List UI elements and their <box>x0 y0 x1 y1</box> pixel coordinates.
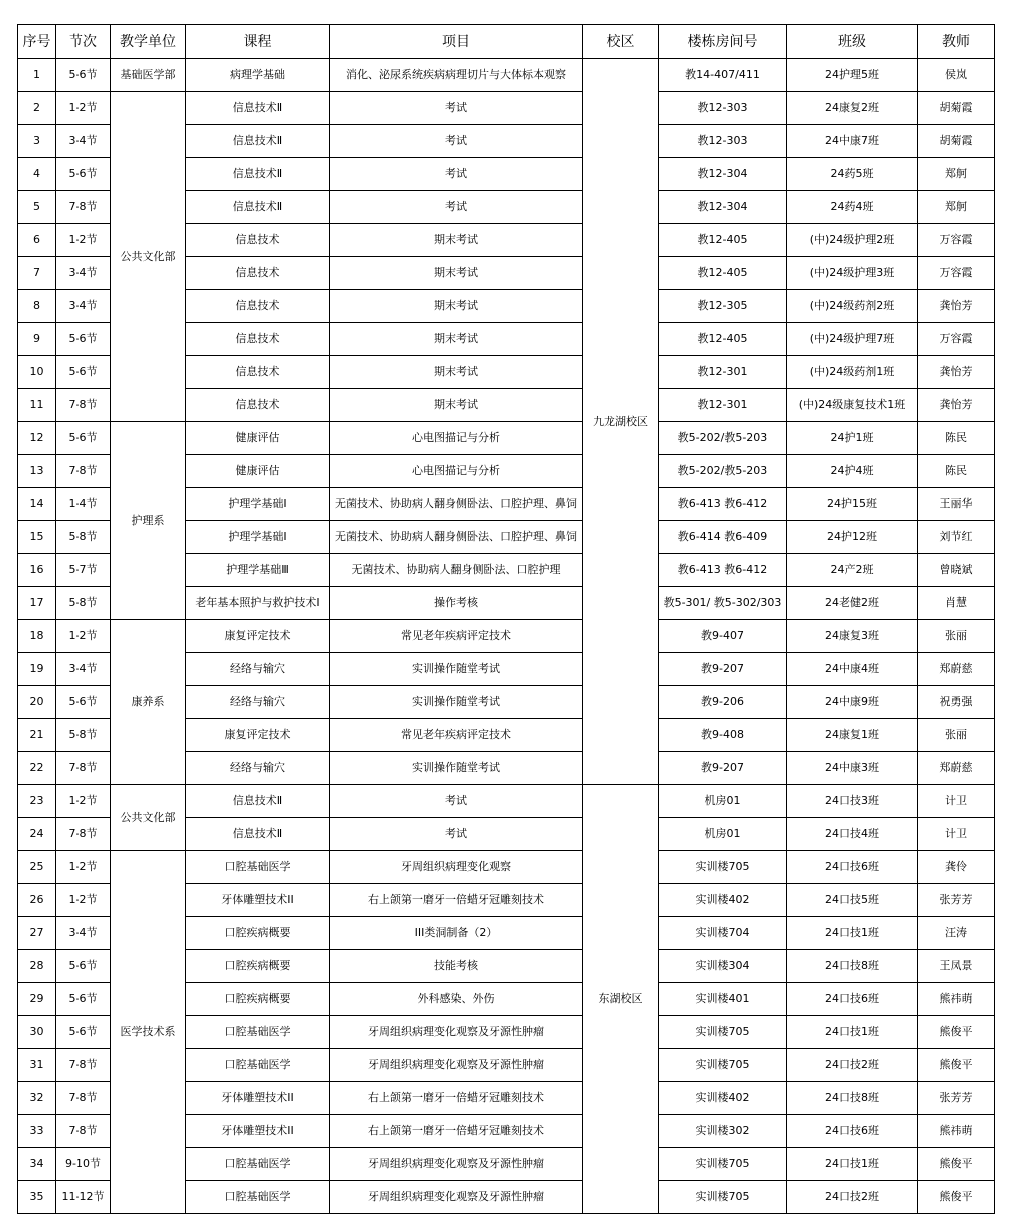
cell-no: 33 <box>18 1115 56 1148</box>
cell-period: 5-8节 <box>56 719 111 752</box>
cell-course: 口腔基础医学 <box>186 851 330 884</box>
cell-course: 经络与输穴 <box>186 752 330 785</box>
cell-room: 教12-405 <box>659 323 787 356</box>
cell-period: 7-8节 <box>56 191 111 224</box>
cell-teacher: 胡菊霞 <box>918 125 995 158</box>
cell-teacher: 王凤景 <box>918 950 995 983</box>
cell-unit: 医学技术系 <box>111 851 186 1214</box>
cell-class: 24口技3班 <box>787 785 918 818</box>
cell-course: 护理学基础Ⅰ <box>186 488 330 521</box>
cell-teacher: 熊俊平 <box>918 1049 995 1082</box>
cell-class: 24中康4班 <box>787 653 918 686</box>
cell-no: 8 <box>18 290 56 323</box>
cell-room: 教9-207 <box>659 752 787 785</box>
cell-class: 24口技1班 <box>787 917 918 950</box>
cell-unit: 基础医学部 <box>111 59 186 92</box>
cell-class: 24护15班 <box>787 488 918 521</box>
cell-period: 5-6节 <box>56 1016 111 1049</box>
cell-item: 无菌技术、协助病人翻身侧卧法、口腔护理、鼻饲 <box>330 488 583 521</box>
cell-room: 教12-304 <box>659 158 787 191</box>
cell-period: 1-2节 <box>56 785 111 818</box>
cell-room: 教9-207 <box>659 653 787 686</box>
cell-teacher: 祝勇强 <box>918 686 995 719</box>
cell-teacher: 张丽 <box>918 620 995 653</box>
cell-no: 21 <box>18 719 56 752</box>
cell-class: 24口技2班 <box>787 1049 918 1082</box>
schedule-table <box>17 24 995 1214</box>
cell-unit: 护理系 <box>111 422 186 620</box>
cell-teacher: 计卫 <box>918 818 995 851</box>
cell-course: 口腔基础医学 <box>186 1181 330 1214</box>
header-teacher: 教师 <box>918 25 995 59</box>
cell-teacher: 万容霞 <box>918 323 995 356</box>
cell-no: 27 <box>18 917 56 950</box>
cell-item: 消化、泌尿系统疾病病理切片与大体标本观察 <box>330 59 583 92</box>
cell-no: 22 <box>18 752 56 785</box>
cell-item: 牙周组织病理变化观察 <box>330 851 583 884</box>
cell-no: 1 <box>18 59 56 92</box>
cell-period: 3-4节 <box>56 917 111 950</box>
cell-teacher: 陈民 <box>918 422 995 455</box>
cell-teacher: 龚怡芳 <box>918 389 995 422</box>
cell-no: 31 <box>18 1049 56 1082</box>
cell-no: 18 <box>18 620 56 653</box>
cell-teacher: 王丽华 <box>918 488 995 521</box>
table-row <box>18 422 995 455</box>
cell-item: 牙周组织病理变化观察及牙源性肿瘤 <box>330 1049 583 1082</box>
cell-item: 实训操作随堂考试 <box>330 686 583 719</box>
header-campus: 校区 <box>583 25 659 59</box>
cell-period: 3-4节 <box>56 257 111 290</box>
cell-no: 23 <box>18 785 56 818</box>
cell-class: 24产2班 <box>787 554 918 587</box>
cell-class: 24护12班 <box>787 521 918 554</box>
cell-item: 右上颌第一磨牙一倍蜡牙冠雕刻技术 <box>330 1115 583 1148</box>
cell-teacher: 张芳芳 <box>918 1082 995 1115</box>
cell-course: 康复评定技术 <box>186 719 330 752</box>
cell-class: 24口技6班 <box>787 851 918 884</box>
cell-class: 24口技5班 <box>787 884 918 917</box>
schedule-body <box>18 59 995 1214</box>
cell-no: 15 <box>18 521 56 554</box>
cell-teacher: 郑舸 <box>918 158 995 191</box>
cell-course: 护理学基础Ⅰ <box>186 521 330 554</box>
cell-period: 7-8节 <box>56 1115 111 1148</box>
cell-teacher: 龚伶 <box>918 851 995 884</box>
cell-room: 机房01 <box>659 785 787 818</box>
cell-course: 口腔基础医学 <box>186 1049 330 1082</box>
cell-room: 教12-305 <box>659 290 787 323</box>
cell-period: 3-4节 <box>56 290 111 323</box>
cell-class: (中)24级护理7班 <box>787 323 918 356</box>
cell-room: 实训楼705 <box>659 1049 787 1082</box>
cell-unit: 公共文化部 <box>111 785 186 851</box>
cell-teacher: 熊俊平 <box>918 1181 995 1214</box>
cell-item: 考试 <box>330 92 583 125</box>
cell-period: 5-8节 <box>56 587 111 620</box>
cell-item: 牙周组织病理变化观察及牙源性肿瘤 <box>330 1148 583 1181</box>
cell-item: 常见老年疾病评定技术 <box>330 620 583 653</box>
cell-room: 教5-202/教5-203 <box>659 422 787 455</box>
cell-course: 口腔基础医学 <box>186 1016 330 1049</box>
cell-item: 心电图描记与分析 <box>330 455 583 488</box>
header-unit: 教学单位 <box>111 25 186 59</box>
cell-teacher: 郑蔚慈 <box>918 653 995 686</box>
cell-period: 5-6节 <box>56 686 111 719</box>
cell-item: 右上颌第一磨牙一倍蜡牙冠雕刻技术 <box>330 884 583 917</box>
cell-course: 信息技术 <box>186 323 330 356</box>
cell-period: 7-8节 <box>56 1049 111 1082</box>
cell-period: 1-2节 <box>56 620 111 653</box>
cell-course: 信息技术 <box>186 290 330 323</box>
cell-teacher: 张丽 <box>918 719 995 752</box>
cell-item: 期末考试 <box>330 323 583 356</box>
cell-unit: 康养系 <box>111 620 186 785</box>
cell-class: 24口技4班 <box>787 818 918 851</box>
cell-course: 信息技术Ⅱ <box>186 125 330 158</box>
cell-no: 30 <box>18 1016 56 1049</box>
cell-course: 病理学基础 <box>186 59 330 92</box>
cell-no: 34 <box>18 1148 56 1181</box>
cell-no: 25 <box>18 851 56 884</box>
cell-class: (中)24级护理3班 <box>787 257 918 290</box>
cell-teacher: 刘节红 <box>918 521 995 554</box>
cell-course: 护理学基础Ⅲ <box>186 554 330 587</box>
cell-room: 教6-413 教6-412 <box>659 488 787 521</box>
cell-teacher: 郑舸 <box>918 191 995 224</box>
cell-teacher: 龚怡芳 <box>918 356 995 389</box>
cell-class: (中)24级护理2班 <box>787 224 918 257</box>
cell-item: 考试 <box>330 785 583 818</box>
cell-period: 1-2节 <box>56 224 111 257</box>
cell-class: 24药5班 <box>787 158 918 191</box>
cell-period: 7-8节 <box>56 752 111 785</box>
cell-teacher: 侯岚 <box>918 59 995 92</box>
cell-room: 实训楼705 <box>659 851 787 884</box>
cell-teacher: 汪涛 <box>918 917 995 950</box>
table-row <box>18 785 995 818</box>
cell-no: 6 <box>18 224 56 257</box>
cell-course: 信息技术Ⅱ <box>186 158 330 191</box>
cell-no: 26 <box>18 884 56 917</box>
header-class: 班级 <box>787 25 918 59</box>
cell-no: 4 <box>18 158 56 191</box>
cell-no: 2 <box>18 92 56 125</box>
cell-room: 实训楼302 <box>659 1115 787 1148</box>
cell-room: 实训楼705 <box>659 1148 787 1181</box>
header-row <box>18 25 995 59</box>
cell-room: 教12-303 <box>659 92 787 125</box>
cell-room: 教6-413 教6-412 <box>659 554 787 587</box>
cell-course: 信息技术 <box>186 224 330 257</box>
cell-item: 外科感染、外伤 <box>330 983 583 1016</box>
cell-period: 7-8节 <box>56 1082 111 1115</box>
cell-course: 牙体雕塑技术II <box>186 1115 330 1148</box>
cell-unit: 公共文化部 <box>111 92 186 422</box>
cell-class: 24口技6班 <box>787 983 918 1016</box>
cell-period: 5-6节 <box>56 983 111 1016</box>
cell-teacher: 龚怡芳 <box>918 290 995 323</box>
cell-class: (中)24级药剂2班 <box>787 290 918 323</box>
cell-room: 实训楼401 <box>659 983 787 1016</box>
cell-room: 教12-301 <box>659 356 787 389</box>
cell-teacher: 计卫 <box>918 785 995 818</box>
cell-no: 9 <box>18 323 56 356</box>
cell-class: 24老健2班 <box>787 587 918 620</box>
cell-room: 教12-405 <box>659 257 787 290</box>
cell-class: 24护1班 <box>787 422 918 455</box>
cell-period: 1-2节 <box>56 92 111 125</box>
cell-period: 11-12节 <box>56 1181 111 1214</box>
header-room: 楼栋房间号 <box>659 25 787 59</box>
cell-no: 32 <box>18 1082 56 1115</box>
table-row <box>18 851 995 884</box>
cell-period: 7-8节 <box>56 455 111 488</box>
cell-period: 5-6节 <box>56 950 111 983</box>
cell-course: 经络与输穴 <box>186 653 330 686</box>
cell-no: 14 <box>18 488 56 521</box>
cell-teacher: 陈民 <box>918 455 995 488</box>
cell-item: 技能考核 <box>330 950 583 983</box>
cell-period: 7-8节 <box>56 818 111 851</box>
cell-room: 机房01 <box>659 818 787 851</box>
cell-item: 考试 <box>330 158 583 191</box>
cell-class: (中)24级药剂1班 <box>787 356 918 389</box>
cell-no: 17 <box>18 587 56 620</box>
table-row <box>18 92 995 125</box>
cell-item: 期末考试 <box>330 290 583 323</box>
header-course: 课程 <box>186 25 330 59</box>
cell-class: 24口技8班 <box>787 1082 918 1115</box>
cell-no: 11 <box>18 389 56 422</box>
cell-course: 口腔疾病概要 <box>186 983 330 1016</box>
cell-period: 5-6节 <box>56 158 111 191</box>
cell-course: 信息技术 <box>186 257 330 290</box>
cell-teacher: 熊祎萌 <box>918 983 995 1016</box>
cell-course: 健康评估 <box>186 422 330 455</box>
cell-period: 1-2节 <box>56 884 111 917</box>
cell-no: 29 <box>18 983 56 1016</box>
cell-period: 5-6节 <box>56 59 111 92</box>
cell-room: 教12-304 <box>659 191 787 224</box>
cell-room: 教12-405 <box>659 224 787 257</box>
cell-course: 信息技术Ⅱ <box>186 92 330 125</box>
cell-no: 28 <box>18 950 56 983</box>
cell-room: 实训楼304 <box>659 950 787 983</box>
cell-item: 期末考试 <box>330 356 583 389</box>
cell-class: 24康复3班 <box>787 620 918 653</box>
cell-period: 5-6节 <box>56 356 111 389</box>
cell-course: 信息技术 <box>186 356 330 389</box>
cell-room: 教9-206 <box>659 686 787 719</box>
cell-campus: 九龙湖校区 <box>583 59 659 785</box>
cell-course: 口腔基础医学 <box>186 1148 330 1181</box>
cell-item: 期末考试 <box>330 257 583 290</box>
cell-class: 24康复2班 <box>787 92 918 125</box>
cell-class: 24口技2班 <box>787 1181 918 1214</box>
table-row <box>18 620 995 653</box>
cell-period: 9-10节 <box>56 1148 111 1181</box>
cell-course: 口腔疾病概要 <box>186 917 330 950</box>
cell-no: 12 <box>18 422 56 455</box>
cell-period: 1-2节 <box>56 851 111 884</box>
cell-no: 10 <box>18 356 56 389</box>
cell-course: 信息技术Ⅱ <box>186 191 330 224</box>
cell-teacher: 熊俊平 <box>918 1016 995 1049</box>
cell-class: 24中康7班 <box>787 125 918 158</box>
cell-teacher: 胡菊霞 <box>918 92 995 125</box>
cell-class: 24口技1班 <box>787 1148 918 1181</box>
cell-period: 5-6节 <box>56 422 111 455</box>
cell-room: 教9-407 <box>659 620 787 653</box>
cell-item: 无菌技术、协助病人翻身侧卧法、口腔护理、鼻饲 <box>330 521 583 554</box>
cell-no: 7 <box>18 257 56 290</box>
cell-course: 牙体雕塑技术II <box>186 884 330 917</box>
cell-class: 24护4班 <box>787 455 918 488</box>
header-period: 节次 <box>56 25 111 59</box>
cell-no: 3 <box>18 125 56 158</box>
cell-teacher: 曾晓斌 <box>918 554 995 587</box>
cell-no: 20 <box>18 686 56 719</box>
cell-class: 24康复1班 <box>787 719 918 752</box>
cell-item: 心电图描记与分析 <box>330 422 583 455</box>
cell-period: 7-8节 <box>56 389 111 422</box>
cell-room: 教12-303 <box>659 125 787 158</box>
cell-item: 实训操作随堂考试 <box>330 752 583 785</box>
cell-course: 经络与输穴 <box>186 686 330 719</box>
cell-period: 3-4节 <box>56 125 111 158</box>
cell-teacher: 郑蔚慈 <box>918 752 995 785</box>
cell-item: 右上颌第一磨牙一倍蜡牙冠雕刻技术 <box>330 1082 583 1115</box>
cell-room: 教6-414 教6-409 <box>659 521 787 554</box>
cell-item: 实训操作随堂考试 <box>330 653 583 686</box>
cell-teacher: 熊俊平 <box>918 1148 995 1181</box>
cell-item: 考试 <box>330 125 583 158</box>
cell-course: 口腔疾病概要 <box>186 950 330 983</box>
cell-campus: 东湖校区 <box>583 785 659 1214</box>
cell-room: 教14-407/411 <box>659 59 787 92</box>
cell-period: 1-4节 <box>56 488 111 521</box>
table-row <box>18 59 995 92</box>
cell-room: 实训楼705 <box>659 1016 787 1049</box>
cell-class: 24口技8班 <box>787 950 918 983</box>
cell-no: 5 <box>18 191 56 224</box>
cell-room: 教5-301/ 教5-302/303 <box>659 587 787 620</box>
cell-teacher: 熊祎萌 <box>918 1115 995 1148</box>
cell-class: 24口技6班 <box>787 1115 918 1148</box>
cell-room: 实训楼704 <box>659 917 787 950</box>
cell-item: 期末考试 <box>330 389 583 422</box>
cell-class: 24口技1班 <box>787 1016 918 1049</box>
cell-course: 康复评定技术 <box>186 620 330 653</box>
cell-item: 牙周组织病理变化观察及牙源性肿瘤 <box>330 1181 583 1214</box>
cell-item: 考试 <box>330 191 583 224</box>
cell-class: 24护理5班 <box>787 59 918 92</box>
cell-room: 实训楼402 <box>659 1082 787 1115</box>
cell-item: 操作考核 <box>330 587 583 620</box>
cell-class: 24药4班 <box>787 191 918 224</box>
cell-item: 常见老年疾病评定技术 <box>330 719 583 752</box>
cell-item: 牙周组织病理变化观察及牙源性肿瘤 <box>330 1016 583 1049</box>
cell-no: 19 <box>18 653 56 686</box>
cell-no: 16 <box>18 554 56 587</box>
cell-course: 老年基本照护与救护技术Ⅰ <box>186 587 330 620</box>
cell-class: (中)24级康复技术1班 <box>787 389 918 422</box>
cell-course: 信息技术Ⅱ <box>186 785 330 818</box>
cell-class: 24中康9班 <box>787 686 918 719</box>
cell-room: 教9-408 <box>659 719 787 752</box>
cell-teacher: 万容霞 <box>918 257 995 290</box>
cell-no: 24 <box>18 818 56 851</box>
cell-item: 考试 <box>330 818 583 851</box>
cell-room: 教5-202/教5-203 <box>659 455 787 488</box>
cell-period: 5-7节 <box>56 554 111 587</box>
cell-period: 5-8节 <box>56 521 111 554</box>
cell-room: 教12-301 <box>659 389 787 422</box>
cell-course: 健康评估 <box>186 455 330 488</box>
cell-period: 3-4节 <box>56 653 111 686</box>
cell-period: 5-6节 <box>56 323 111 356</box>
cell-teacher: 万容霞 <box>918 224 995 257</box>
cell-item: 无菌技术、协助病人翻身侧卧法、口腔护理 <box>330 554 583 587</box>
cell-room: 实训楼705 <box>659 1181 787 1214</box>
cell-teacher: 肖慧 <box>918 587 995 620</box>
cell-item: 期末考试 <box>330 224 583 257</box>
cell-course: 信息技术 <box>186 389 330 422</box>
header-no: 序号 <box>18 25 56 59</box>
cell-course: 牙体雕塑技术II <box>186 1082 330 1115</box>
cell-class: 24中康3班 <box>787 752 918 785</box>
cell-room: 实训楼402 <box>659 884 787 917</box>
header-item: 项目 <box>330 25 583 59</box>
cell-teacher: 张芳芳 <box>918 884 995 917</box>
cell-item: III类洞制备（2） <box>330 917 583 950</box>
cell-no: 13 <box>18 455 56 488</box>
cell-course: 信息技术Ⅱ <box>186 818 330 851</box>
cell-no: 35 <box>18 1181 56 1214</box>
